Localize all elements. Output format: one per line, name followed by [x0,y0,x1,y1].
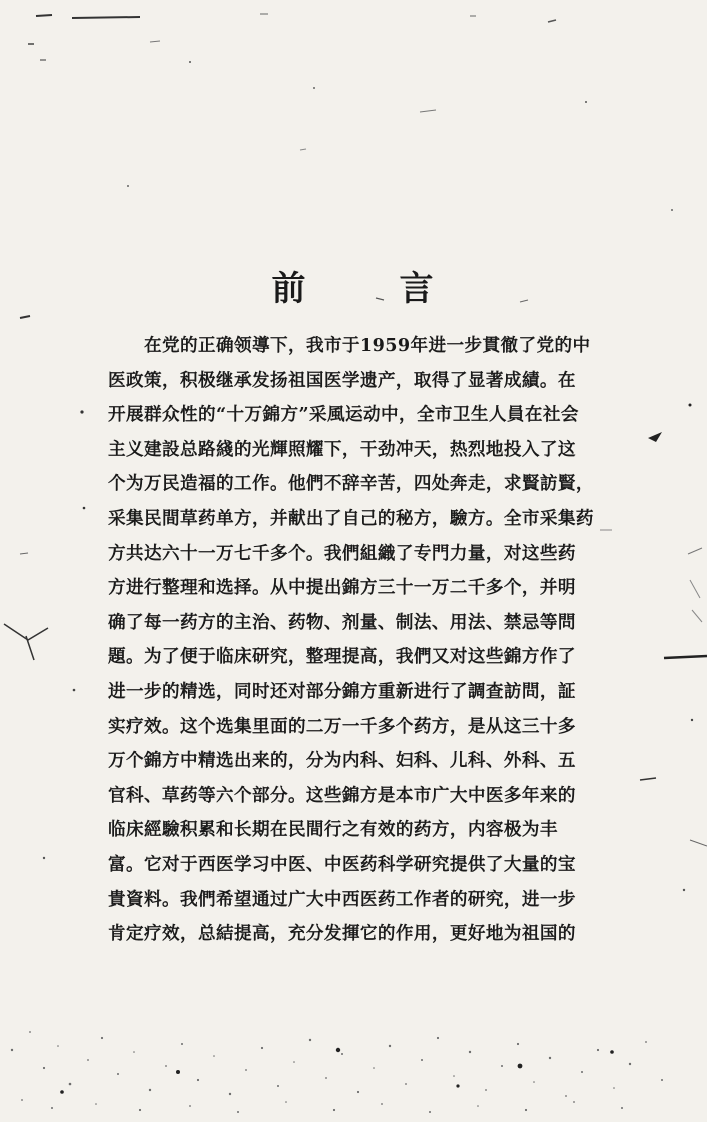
paragraph-line: 方进行整理和选择。从中提出錦方三十一万二千多个，并明 [108,577,576,599]
paragraph-line: 方共达六十一万七千多个。我們組織了专門力量，对这些药 [108,542,576,564]
paragraph-line: 貴資料。我們希望通过广大中西医药工作者的研究，进一步 [108,888,576,910]
bottom-scan-noise [0,990,707,1122]
preface-paragraph [108,329,628,952]
paragraph-line: 进一步的精选，同时还对部分錦方重新进行了調查訪問，証 [108,680,576,702]
paragraph-line: 肯定疗效，总結提高，充分发揮它的作用，更好地为祖国的 [108,923,576,945]
paragraph-line: 采集民間草药单方，并献出了自己的秘方，驗方。全市采集药 [108,507,594,529]
paragraph-line: 主义建設总路綫的光輝照耀下，干劲冲天，热烈地投入了这 [108,438,576,460]
title-char-2: 言 [399,268,436,309]
paragraph-line: 医政策，积极继承发扬祖国医学遗产，取得了显著成績。在 [108,369,576,391]
paragraph-line: 官科、草药等六个部分。这些錦方是本市广大中医多年来的 [108,784,576,806]
paragraph-line: 富。它对于西医学习中医、中医药科学研究提供了大量的宝 [108,853,576,875]
paragraph-line: 实疗效。这个选集里面的二万一千多个药方，是从这三十多 [108,715,576,737]
paragraph-line: 确了每一药方的主治、药物、剂量、制法、用法、禁忌等問 [108,611,576,633]
paragraph-line: 題。为了便于临床研究，整理提高，我們又对这些錦方作了 [108,646,576,668]
page-title [0,261,707,310]
paragraph-line: 个为万民造福的工作。他們不辞辛苦，四处奔走，求賢訪賢， [108,473,594,495]
paragraph-line: 开展群众性的“十万錦方”采風运动中，全市卫生人員在社会 [108,404,579,426]
paragraph-line: 在党的正确领導下，我市于1959年进一步貫徹了党的中 [144,335,591,356]
title-char-1: 前 [271,268,308,309]
paragraph-line: 万个錦方中精选出来的，分为内科、妇科、儿科、外科、五 [108,750,576,772]
paragraph-line: 临床經驗积累和长期在民間行之有效的药方，内容极为丰 [108,819,558,841]
